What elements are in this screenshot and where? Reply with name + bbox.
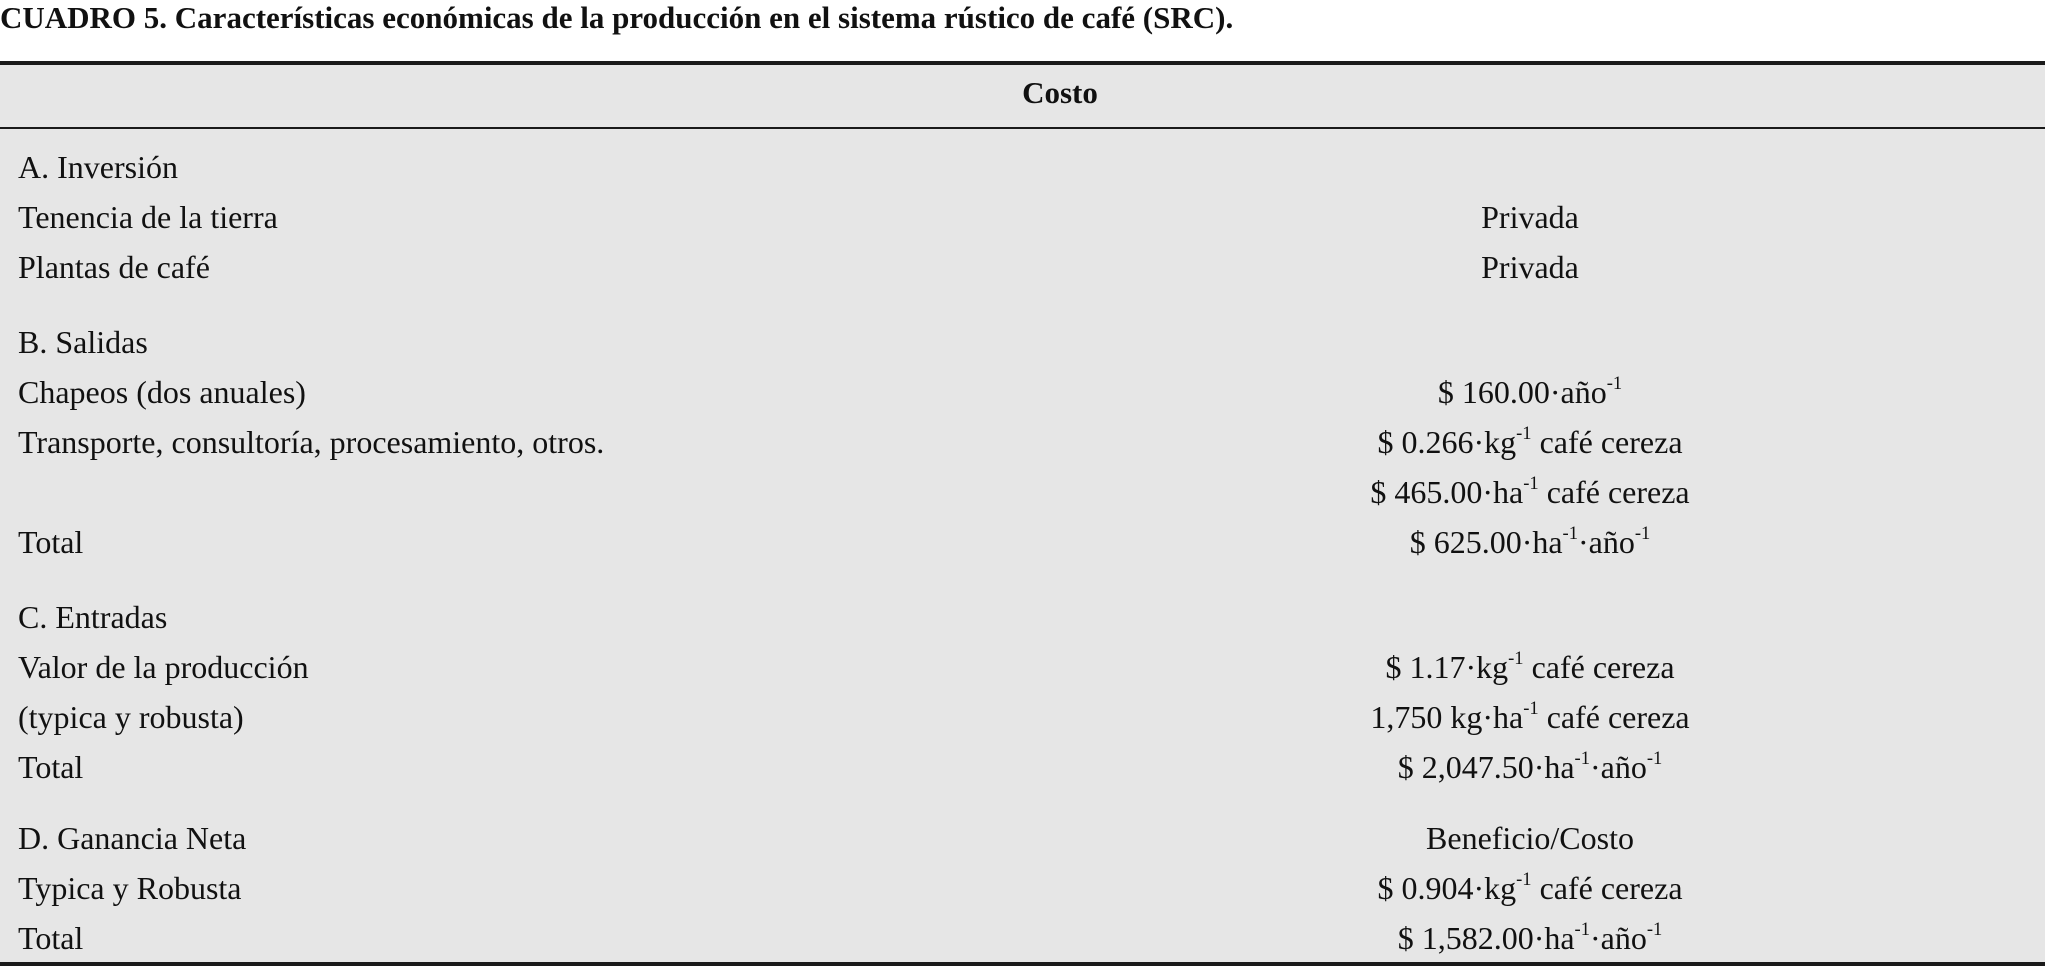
row-value: Privada bbox=[1481, 199, 1579, 235]
table-caption: CUADRO 5. Características económicas de la producción en el sistema rústico de café (SRC). bbox=[0, 0, 1234, 35]
row-label: Plantas de café bbox=[18, 249, 210, 285]
table-row bbox=[0, 242, 2045, 292]
table-row bbox=[0, 142, 2045, 192]
row-value: Privada bbox=[1481, 249, 1579, 285]
row-label: Total bbox=[18, 524, 84, 560]
row-value: $ $625.00\cdot ha^{-1}\cdot año^{-1}$ bbox=[1409, 522, 1651, 560]
row-value: $ 160.00·año$^{-1}$ bbox=[1437, 372, 1623, 410]
column-header-costo: Costo bbox=[1022, 75, 1098, 110]
table-row bbox=[0, 417, 2045, 467]
row-value: $ $0.904\cdot kg^{-1}$ café cereza bbox=[1377, 868, 1683, 906]
row-value: $ $0.266\cdot kg^{-1}$ café cereza bbox=[1377, 422, 1683, 460]
table-bottom-rule bbox=[0, 962, 2045, 966]
table-row bbox=[0, 192, 2045, 242]
header-rule bbox=[0, 127, 2045, 129]
row-label: Tenencia de la tierra bbox=[18, 199, 278, 235]
table-row bbox=[0, 642, 2045, 692]
table-row bbox=[0, 367, 2045, 417]
row-label: Total bbox=[18, 920, 84, 956]
row-value: $ $2,047.50\cdot ha^{-1}\cdot año^{-1}$ bbox=[1397, 747, 1663, 785]
row-value: 1,750 $kg\cdot ha^{-1}$ café cereza bbox=[1370, 697, 1690, 735]
table-row bbox=[0, 913, 2045, 963]
row-label: A. Inversión bbox=[18, 149, 178, 185]
table-row bbox=[0, 692, 2045, 742]
row-label: D. Ganancia Neta bbox=[18, 820, 247, 856]
row-label: Typica y Robusta bbox=[18, 870, 242, 906]
table-row bbox=[0, 592, 2045, 642]
row-label: B. Salidas bbox=[18, 324, 148, 360]
row-value: Beneficio/Costo bbox=[1426, 820, 1634, 856]
table-row bbox=[0, 863, 2045, 913]
table-row bbox=[0, 742, 2045, 792]
row-label: Transporte, consultoría, procesamiento, otros. bbox=[18, 424, 605, 460]
table-row bbox=[0, 517, 2045, 567]
row-value: $ $465.00\cdot ha^{-1}$ café cereza bbox=[1370, 472, 1690, 510]
table-row bbox=[0, 813, 2045, 863]
table-row bbox=[0, 317, 2045, 367]
row-value: $ $1.17\cdot kg^{-1}$ café cereza bbox=[1385, 647, 1675, 685]
table-top-rule bbox=[0, 61, 2045, 65]
row-label: (typica y robusta) bbox=[18, 699, 244, 735]
row-label: C. Entradas bbox=[18, 599, 168, 635]
row-label: Total bbox=[18, 749, 84, 785]
table-row bbox=[0, 467, 2045, 517]
row-label: Valor de la producción bbox=[18, 649, 309, 685]
row-label: Chapeos (dos anuales) bbox=[18, 374, 306, 410]
row-value: $ $1,582.00\cdot ha^{-1}\cdot año^{-1}$ bbox=[1397, 918, 1663, 956]
